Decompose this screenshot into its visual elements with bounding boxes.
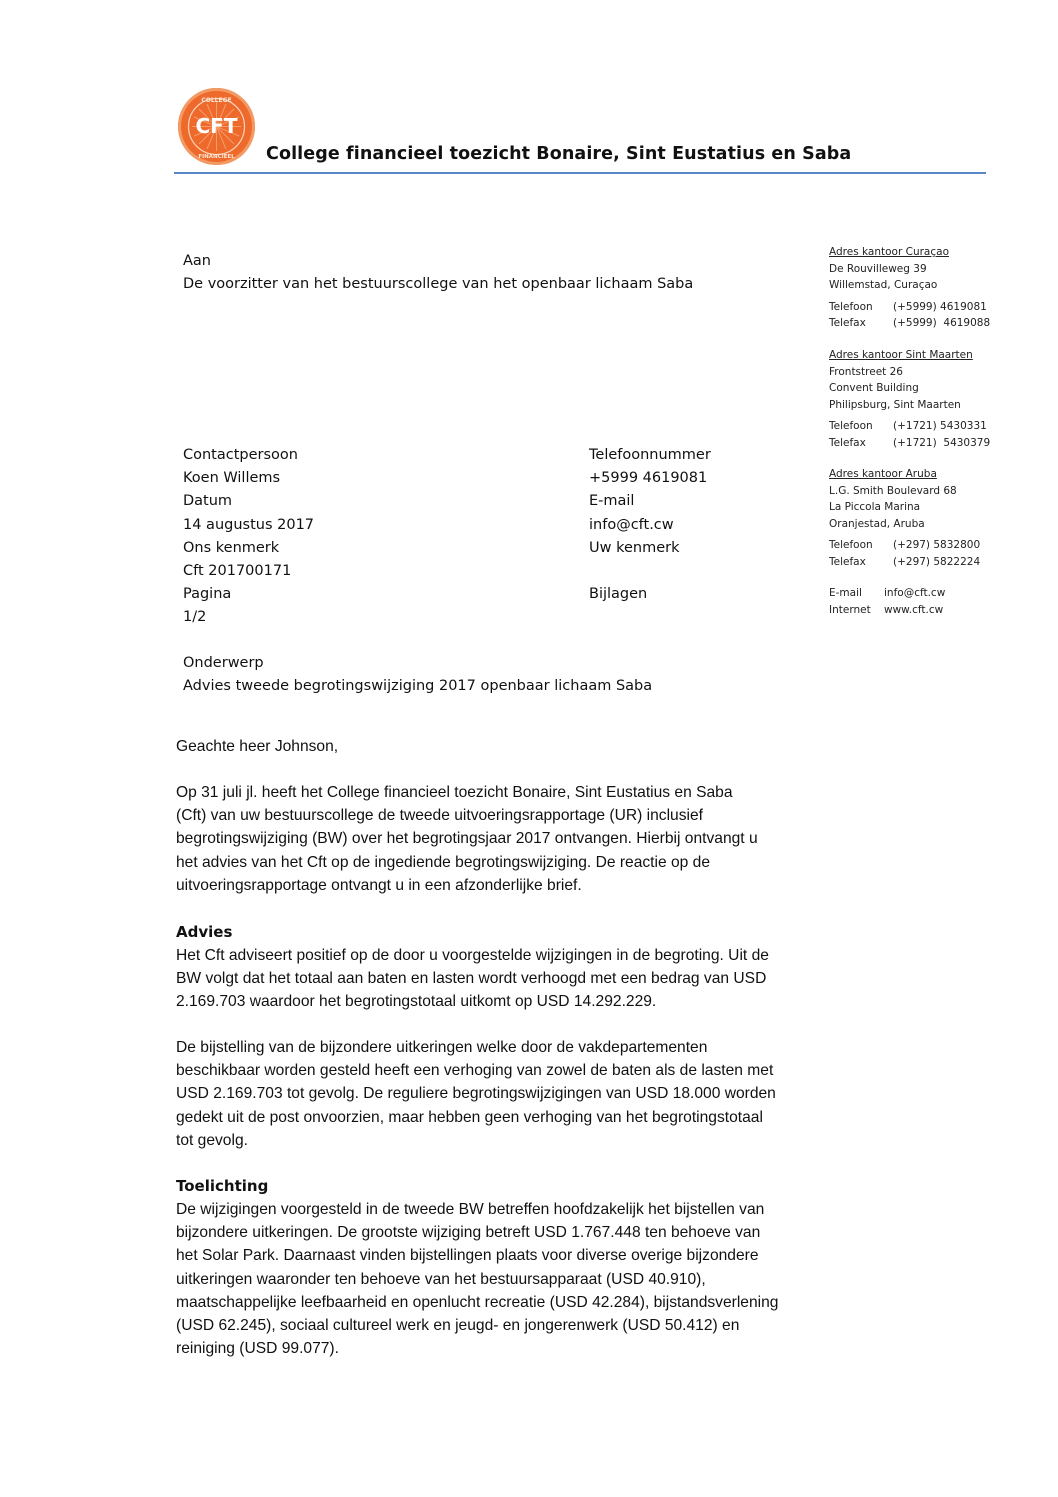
fax-label: Telefax <box>829 555 866 568</box>
recipient-label: Aan <box>183 253 211 269</box>
text-line: reiniging (USD 99.077). <box>176 1340 339 1358</box>
our-reference-value: Cft 201700171 <box>183 563 292 579</box>
text-line: Het Cft adviseert positief op de door u voorgestelde wijzigingen in de begroting. Uit de <box>176 947 769 964</box>
text-line: uitkeringen waaronder ten behoeve van het bestuursapparaat (USD 40.910), <box>176 1270 706 1288</box>
phone-value: (+297) 5832800 <box>893 539 981 551</box>
subject-label: Onderwerp <box>183 655 264 671</box>
phone-value: (+1721) 5430331 <box>893 420 987 432</box>
text-line: uitvoeringsrapportage ontvangt u in een afzonderlijke brief. <box>176 876 582 894</box>
address-line: Oranjestad, Aruba <box>829 517 925 530</box>
text-line: De bijstelling van de bijzondere uitkeringen welke door de vakdepartementen <box>176 1039 708 1056</box>
toelichting-paragraph <box>176 1198 886 1360</box>
fax-value: (+297) 5822224 <box>893 555 981 568</box>
phone-label: Telefoon <box>829 539 873 551</box>
internet-label: Internet <box>829 603 871 616</box>
organization-title: College financieel toezicht Bonaire, Sint Eustatius en Saba <box>266 144 852 164</box>
fax-label: Telefax <box>829 317 866 329</box>
office-aruba <box>829 466 980 570</box>
text-line: begrotingswijziging (BW) over het begrotingsjaar 2017 ontvangen. Hierbij ontvangt u <box>176 830 758 848</box>
attachments-label: Bijlagen <box>589 586 648 602</box>
svg-text:COLLEGE: COLLEGE <box>201 97 232 104</box>
text-line: beschikbaar worden gesteld heeft een verhoging van zowel de baten als de lasten met <box>176 1062 774 1080</box>
advies-paragraph-2 <box>176 1036 886 1152</box>
text-line: het Solar Park. Daarnaast vinden bijstellingen plaats voor diverse overige bijzondere <box>176 1247 759 1265</box>
address-line: L.G. Smith Boulevard 68 <box>829 484 957 497</box>
address-line: Frontstreet 26 <box>829 365 903 378</box>
text-line: maatschappelijke leefbaarheid en openlucht recreatie (USD 42.284), bijstandsverlening <box>176 1293 779 1311</box>
email-value[interactable]: info@cft.cw <box>589 517 674 533</box>
contact-value: Koen Willems <box>183 470 281 486</box>
phone-label: Telefoon <box>829 420 873 432</box>
text-line: (Cft) van uw bestuurscollege de tweede uitvoeringsrapportage (UR) inclusief <box>176 807 703 825</box>
our-reference-label: Ons kenmerk <box>183 540 280 556</box>
office-title: Adres kantoor Aruba <box>829 468 937 480</box>
text-line: (USD 62.245), sociaal cultureel werk en jeugd- en jongerenwerk (USD 50.412) en <box>176 1317 740 1335</box>
fax-value: (+5999) 4619088 <box>893 317 991 329</box>
intro-paragraph <box>176 781 886 897</box>
text-line: gedekt uit de post onvoorzien, maar hebben geen verhoging van het begrotingstotaal <box>176 1108 763 1126</box>
office-curacao <box>829 244 990 332</box>
subject-value: Advies tweede begrotingswijziging 2017 openbaar lichaam Saba <box>183 678 653 694</box>
office-title: Adres kantoor Curaçao <box>829 246 949 258</box>
cft-logo <box>178 88 255 165</box>
phone-label: Telefoonnummer <box>589 447 711 463</box>
address-line: De Rouvilleweg 39 <box>829 262 927 275</box>
advies-heading: Advies <box>176 923 233 941</box>
fax-label: Telefax <box>829 436 866 449</box>
email-label: E-mail <box>829 587 862 599</box>
recipient-value: De voorzitter van het bestuurscollege van het openbaar lichaam Saba <box>183 276 694 292</box>
address-line: Convent Building <box>829 382 919 394</box>
address-line: La Piccola Marina <box>829 501 921 513</box>
date-value: 14 augustus 2017 <box>183 517 315 533</box>
office-sint-maarten <box>829 347 990 451</box>
page-value: 1/2 <box>183 609 207 625</box>
phone-value: (+5999) 4619081 <box>893 300 987 313</box>
email-link[interactable]: info@cft.cw <box>884 587 946 599</box>
text-line: 2.169.703 waardoor het begrotingstotaal uitkomt op USD 14.292.229. <box>176 993 657 1011</box>
text-line: het advies van het Cft op de ingediende begrotingswijziging. De reactie op de <box>176 853 711 871</box>
address-line: Willemstad, Curaçao <box>829 279 938 291</box>
website-link[interactable]: www.cft.cw <box>884 603 944 616</box>
text-line: bijzondere uitkeringen. De grootste wijziging betreft USD 1.767.448 ten behoeve van <box>176 1224 761 1242</box>
page-label: Pagina <box>183 586 232 602</box>
toelichting-heading: Toelichting <box>176 1177 269 1195</box>
text-line: Op 31 juli jl. heeft het College financieel toezicht Bonaire, Sint Eustatius en Saba <box>176 784 733 801</box>
date-label: Datum <box>183 493 233 509</box>
contact-label: Contactpersoon <box>183 447 298 463</box>
your-reference-label: Uw kenmerk <box>589 540 680 556</box>
phone-value: +5999 4619081 <box>589 470 708 486</box>
phone-label: Telefoon <box>829 300 873 313</box>
header-divider <box>174 172 986 174</box>
advies-paragraph-1 <box>176 944 886 1014</box>
svg-text:FINANCIEEL: FINANCIEEL <box>198 154 235 160</box>
sunburst-icon <box>178 88 255 165</box>
contact-info <box>829 585 945 618</box>
office-title: Adres kantoor Sint Maarten <box>829 349 973 361</box>
text-line: BW volgt dat het totaal aan baten en lasten wordt verhoogd met een bedrag van USD <box>176 970 767 988</box>
address-line: Philipsburg, Sint Maarten <box>829 398 961 411</box>
text-line: USD 2.169.703 tot gevolg. De reguliere begrotingswijzigingen van USD 18.000 worden <box>176 1085 776 1103</box>
email-label: E-mail <box>589 493 635 509</box>
text-line: De wijzigingen voorgesteld in de tweede BW betreffen hoofdzakelijk het bijstellen van <box>176 1201 765 1218</box>
svg-text:CFT: CFT <box>195 114 238 138</box>
fax-value: (+1721) 5430379 <box>893 436 991 449</box>
salutation: Geachte heer Johnson, <box>176 738 339 755</box>
text-line: tot gevolg. <box>176 1131 248 1149</box>
